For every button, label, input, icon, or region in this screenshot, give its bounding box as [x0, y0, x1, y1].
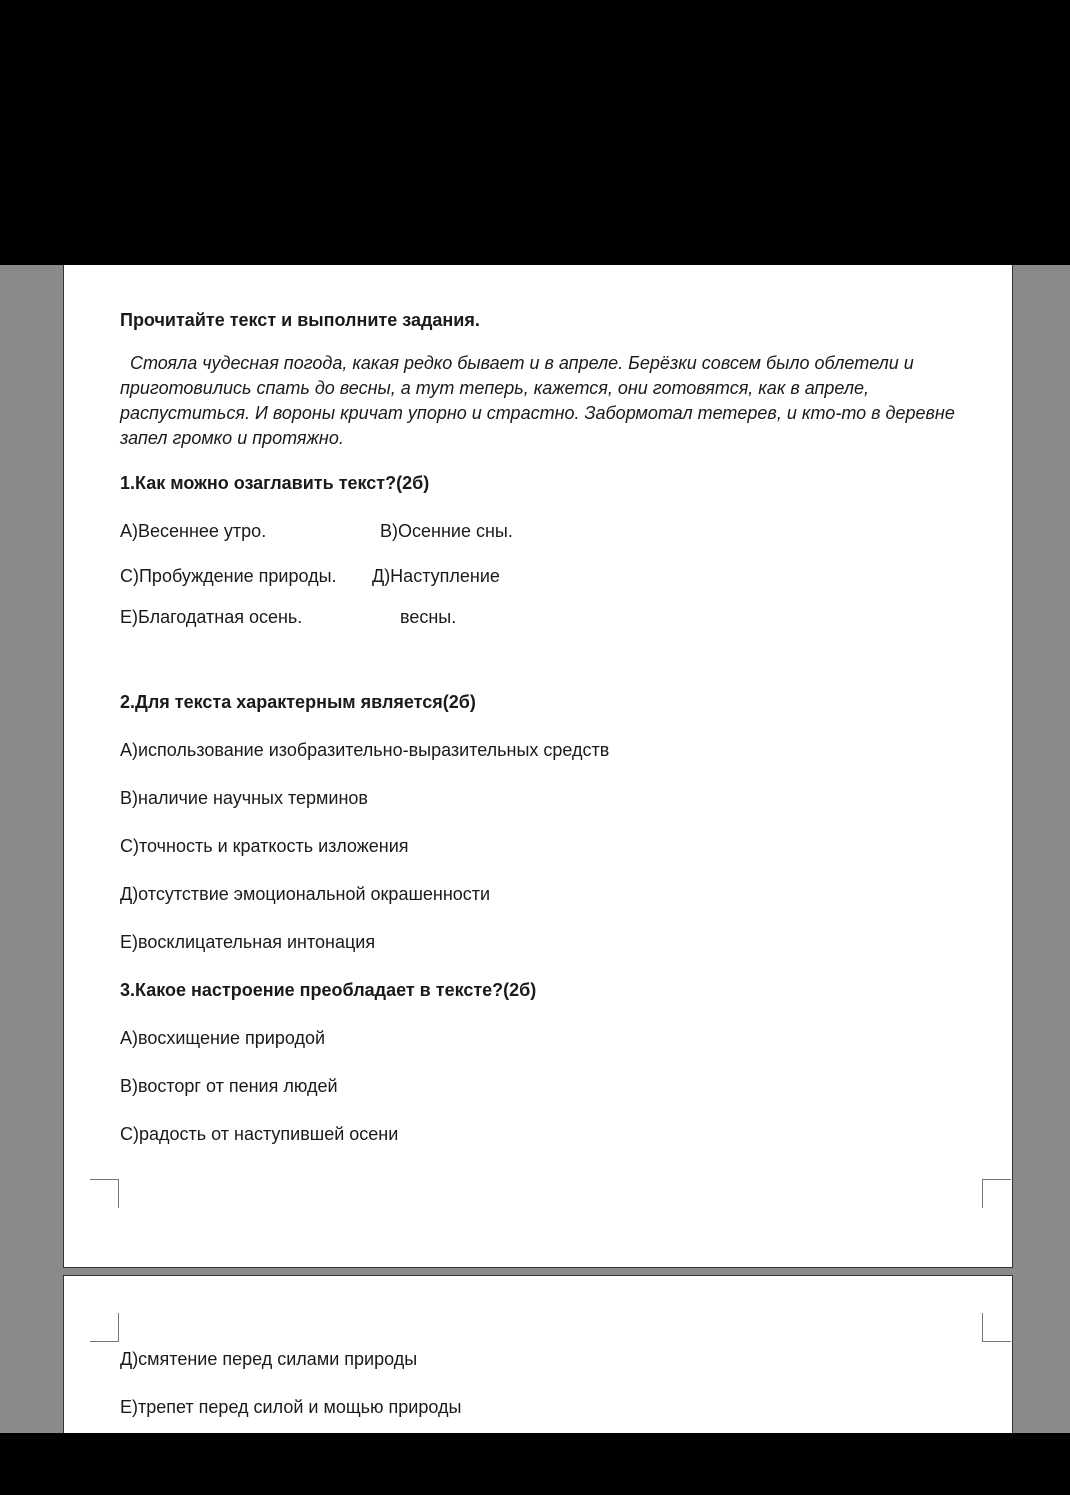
q3-option-e: Е)трепет перед силой и мощью природы [120, 1397, 462, 1417]
q3-option-a: А)восхищение природой [120, 1028, 326, 1048]
reading-passage-text: Стояла чудесная погода, какая редко бывает и в апреле. Берёзки совсем было облетели и приготовились спать до весны, а тут теперь, кажется, они готовятся, как в апреле, распуститься. И вороны кричат упорно и страстно. Забормотал тетерев, и кто-то в деревне запел громко и протяжно. [120, 353, 955, 448]
q1-option-e: Е)Благодатная осень. [120, 607, 303, 627]
document-page-2 [63, 1275, 1013, 1433]
instruction-heading: Прочитайте текст и выполните задания. [120, 310, 480, 330]
q1-option-d-continuation: весны. [400, 607, 457, 627]
q2-option-d: Д)отсутствие эмоциональной окрашенности [120, 884, 491, 904]
question-1-title: 1.Как можно озаглавить текст?(2б) [120, 473, 430, 493]
q2-option-c: С)точность и краткость изложения [120, 836, 409, 856]
document-page-1 [63, 265, 1013, 1268]
q3-option-d: Д)смятение перед силами природы [120, 1349, 418, 1369]
question-2-title: 2.Для текста характерным является(2б) [120, 692, 476, 712]
q1-option-b: В)Осенние сны. [380, 521, 513, 541]
margin-corner-mark-right [982, 1179, 1011, 1208]
margin-corner-mark-left [90, 1313, 119, 1342]
margin-corner-mark-left [90, 1179, 119, 1208]
q3-option-c: С)радость от наступившей осени [120, 1124, 399, 1144]
q2-option-e: Е)восклицательная интонация [120, 932, 376, 952]
q1-option-d: Д)Наступление [372, 566, 500, 586]
margin-corner-mark-right [982, 1313, 1011, 1342]
q1-option-c: С)Пробуждение природы. [120, 566, 337, 586]
q2-option-a: А)использование изобразительно-выразительных средств [120, 740, 610, 760]
q3-option-b: В)восторг от пения людей [120, 1076, 338, 1096]
reading-passage [120, 351, 965, 451]
question-3-title: 3.Какое настроение преобладает в тексте?(2б) [120, 980, 537, 1000]
q2-option-b: В)наличие научных терминов [120, 788, 368, 808]
q1-option-a: А)Весеннее утро. [120, 521, 267, 541]
